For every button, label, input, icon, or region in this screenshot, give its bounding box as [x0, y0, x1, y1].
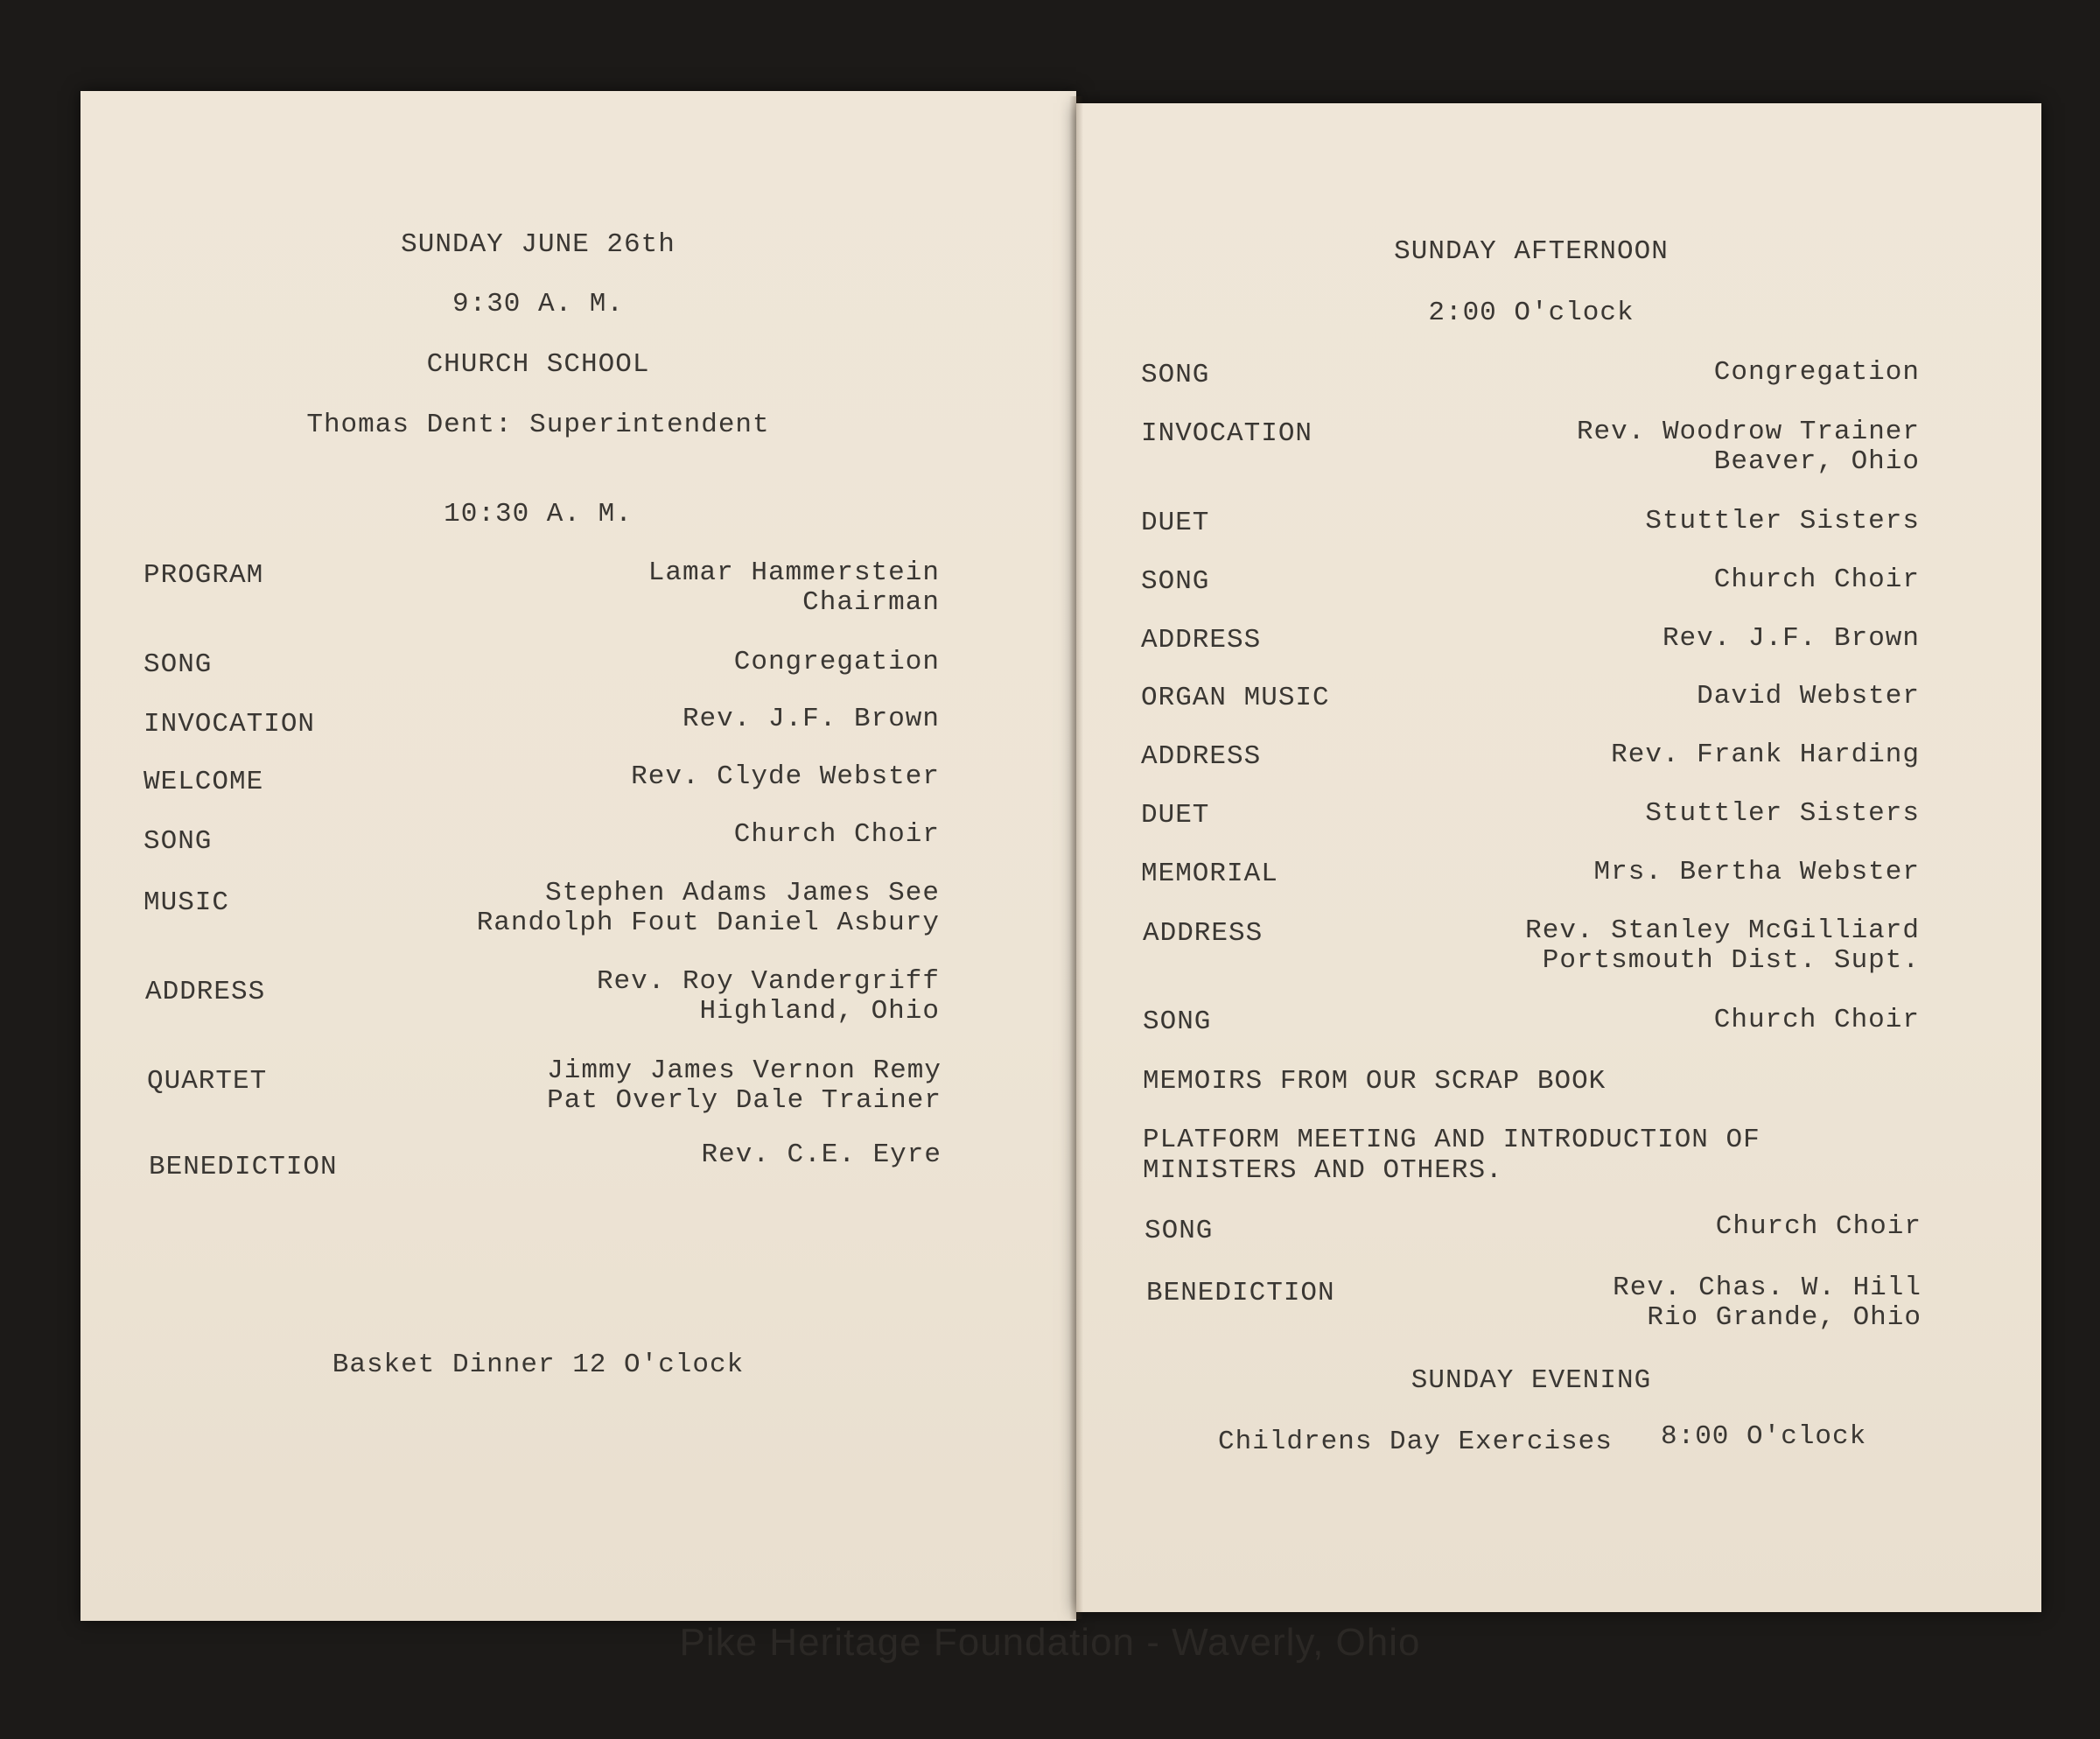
program-item: ADDRESS — [1141, 625, 1262, 656]
program-performer: Congregation — [1713, 357, 1920, 388]
program-item: SONG — [1143, 1006, 1212, 1037]
watermark: Pike Heritage Foundation - Waverly, Ohio — [679, 1621, 1421, 1664]
platform-meeting-line: MINISTERS AND OTHERS. — [1143, 1155, 1503, 1186]
program-performer: Chairman — [802, 587, 940, 618]
program-item: MUSIC — [144, 887, 230, 918]
afternoon-heading: SUNDAY AFTERNOON — [1394, 236, 1669, 267]
program-performer: Rio Grande, Ohio — [1647, 1302, 1922, 1333]
program-performer: Rev. C.E. Eyre — [701, 1139, 942, 1170]
program-item: ADDRESS — [1143, 918, 1264, 949]
program-performer: Stuttler Sisters — [1645, 798, 1920, 829]
program-performer: Church Choir — [1715, 1211, 1922, 1242]
program-performer: Highland, Ohio — [699, 996, 940, 1027]
left-page — [80, 91, 1076, 1621]
program-performer: Portsmouth Dist. Supt. — [1542, 945, 1920, 976]
program-performer: Rev. Chas. W. Hill — [1613, 1273, 1922, 1303]
church-school-time: 9:30 A. M. — [452, 289, 625, 319]
program-item: INVOCATION — [1141, 418, 1313, 449]
program-performer: Church Choir — [1713, 564, 1920, 595]
morning-service-time: 10:30 A. M. — [444, 499, 633, 529]
program-item: PROGRAM — [144, 560, 264, 591]
evening-heading: SUNDAY EVENING — [1410, 1365, 1652, 1396]
program-item: SONG — [144, 826, 213, 857]
program-item: WELCOME — [144, 767, 264, 797]
memoirs-line: MEMOIRS FROM OUR SCRAP BOOK — [1143, 1066, 1606, 1097]
program-item: BENEDICTION — [1146, 1278, 1335, 1308]
program-performer: Beaver, Ohio — [1713, 446, 1920, 477]
platform-meeting-line: PLATFORM MEETING AND INTRODUCTION OF — [1143, 1125, 1760, 1155]
program-item: ORGAN MUSIC — [1141, 683, 1330, 713]
program-item: DUET — [1141, 800, 1210, 831]
program-item: MEMORIAL — [1141, 859, 1278, 889]
basket-dinner-line: Basket Dinner 12 O'clock — [332, 1350, 745, 1380]
program-performer: Rev. J.F. Brown — [682, 704, 940, 734]
program-item: QUARTET — [147, 1066, 268, 1097]
date-heading: SUNDAY JUNE 26th — [401, 229, 676, 260]
evening-time: 8:00 O'clock — [1661, 1421, 1867, 1452]
program-performer: Rev. Woodrow Trainer — [1576, 417, 1920, 447]
program-item: INVOCATION — [144, 709, 316, 740]
page-fold — [1069, 96, 1083, 1619]
program-performer: Pat Overly Dale Trainer — [547, 1085, 942, 1116]
program-item: BENEDICTION — [149, 1152, 338, 1182]
program-item: SONG — [144, 649, 213, 680]
program-performer: Congregation — [733, 647, 940, 677]
program-item: ADDRESS — [1141, 741, 1262, 772]
program-item: SONG — [1141, 360, 1210, 390]
program-performer: Rev. Roy Vandergriff — [596, 966, 940, 997]
program-performer: Church Choir — [1713, 1005, 1920, 1035]
program-item: ADDRESS — [145, 977, 266, 1007]
evening-event: Childrens Day Exercises — [1218, 1427, 1613, 1457]
program-performer: Church Choir — [733, 819, 940, 850]
program-item: SONG — [1144, 1216, 1214, 1246]
superintendent-line: Thomas Dent: Superintendent — [306, 410, 770, 440]
program-performer: Randolph Fout Daniel Asbury — [476, 908, 940, 938]
program-performer: Rev. Clyde Webster — [631, 761, 940, 792]
program-item: DUET — [1141, 508, 1210, 538]
program-performer: Rev. Stanley McGilliard — [1525, 915, 1920, 946]
program-performer: Rev. Frank Harding — [1611, 740, 1920, 770]
program-performer: David Webster — [1697, 681, 1920, 712]
program-performer: Lamar Hammerstein — [648, 557, 940, 588]
program-performer: Jimmy James Vernon Remy — [547, 1055, 942, 1086]
afternoon-time: 2:00 O'clock — [1428, 298, 1634, 328]
program-performer: Mrs. Bertha Webster — [1593, 857, 1920, 887]
program-performer: Stephen Adams James See — [545, 878, 940, 908]
program-performer: Rev. J.F. Brown — [1662, 623, 1920, 654]
church-school-heading: CHURCH SCHOOL — [426, 349, 650, 380]
program-item: SONG — [1141, 566, 1210, 597]
program-performer: Stuttler Sisters — [1645, 506, 1920, 536]
